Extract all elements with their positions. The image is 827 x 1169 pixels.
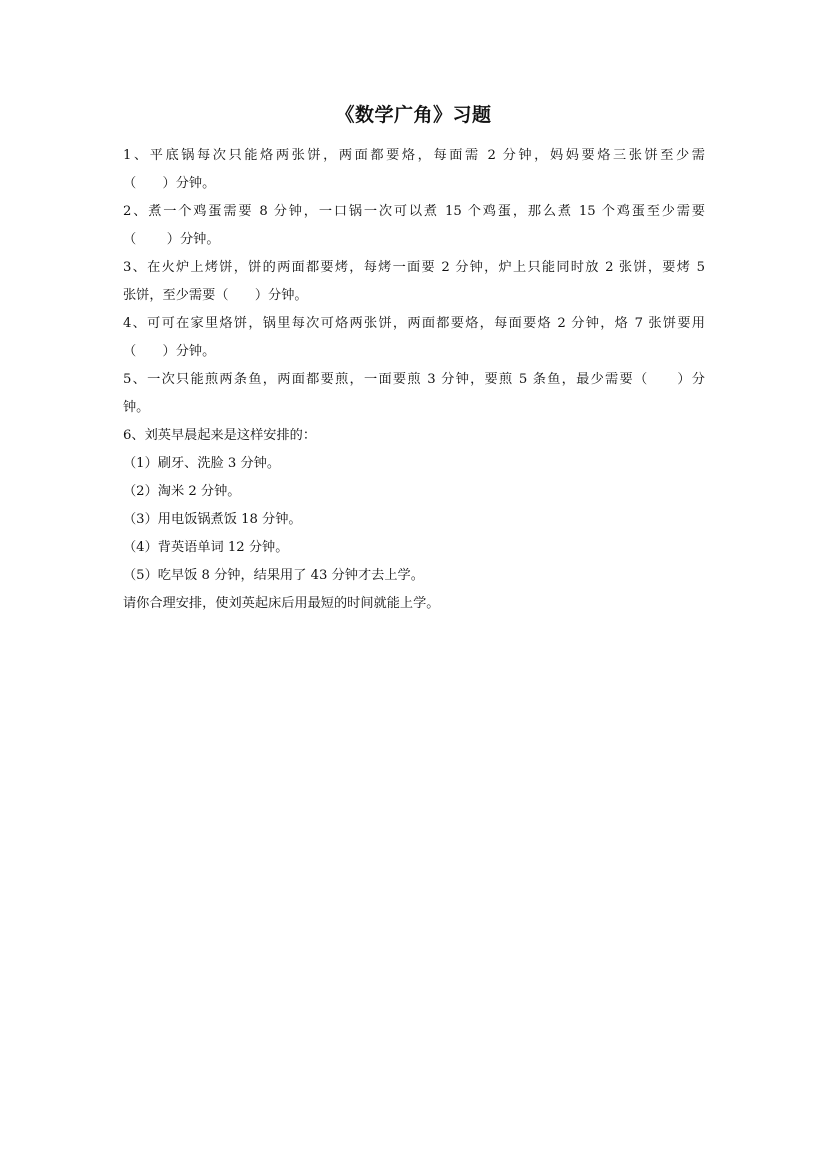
question-4 bbox=[123, 310, 705, 366]
question-text-continued: （ ）分钟。 bbox=[123, 232, 220, 247]
question-text-continued: （ ）分钟。 bbox=[123, 176, 216, 191]
question-6-intro: 6、刘英早晨起来是这样安排的： bbox=[123, 428, 317, 443]
question-5 bbox=[123, 366, 705, 422]
question-6 bbox=[123, 422, 705, 618]
page-title: 《数学广角》习题 bbox=[335, 104, 492, 126]
question-text-continued: 张饼，至少需要（ ）分钟。 bbox=[123, 288, 308, 303]
schedule-step: （3）用电饭锅煮饭 18 分钟。 bbox=[123, 512, 302, 527]
question-text: 5、一次只能煎两条鱼，两面都要煎，一面要煎 3 分钟，要煎 5 条鱼，最少需要（ ）分 bbox=[123, 372, 705, 387]
question-text: 2、煮一个鸡蛋需要 8 分钟，一口锅一次可以煮 15 个鸡蛋，那么煮 15 个鸡蛋至少需要 bbox=[123, 204, 705, 219]
question-2 bbox=[123, 198, 705, 254]
question-text: 1、平底锅每次只能烙两张饼，两面都要烙，每面需 2 分钟，妈妈要烙三张饼至少需 bbox=[123, 148, 705, 163]
question-text-continued: （ ）分钟。 bbox=[123, 344, 216, 359]
schedule-step: （4）背英语单词 12 分钟。 bbox=[123, 540, 289, 555]
schedule-step: （2）淘米 2 分钟。 bbox=[123, 484, 241, 499]
question-list bbox=[123, 142, 705, 618]
question-text: 3、在火炉上烤饼，饼的两面都要烤，每烤一面要 2 分钟，炉上只能同时放 2 张饼，要烤 5 bbox=[123, 260, 705, 275]
schedule-step: （1）刷牙、洗脸 3 分钟。 bbox=[123, 456, 281, 471]
question-text-continued: 钟。 bbox=[123, 400, 150, 415]
question-text: 4、可可在家里烙饼，锅里每次可烙两张饼，两面都要烙，每面要烙 2 分钟，烙 7 张饼要用 bbox=[123, 316, 705, 331]
schedule-step: （5）吃早饭 8 分钟，结果用了 43 分钟才去上学。 bbox=[123, 568, 424, 583]
question-3 bbox=[123, 254, 705, 310]
question-1 bbox=[123, 142, 705, 198]
question-6-task: 请你合理安排，使刘英起床后用最短的时间就能上学。 bbox=[123, 596, 440, 611]
